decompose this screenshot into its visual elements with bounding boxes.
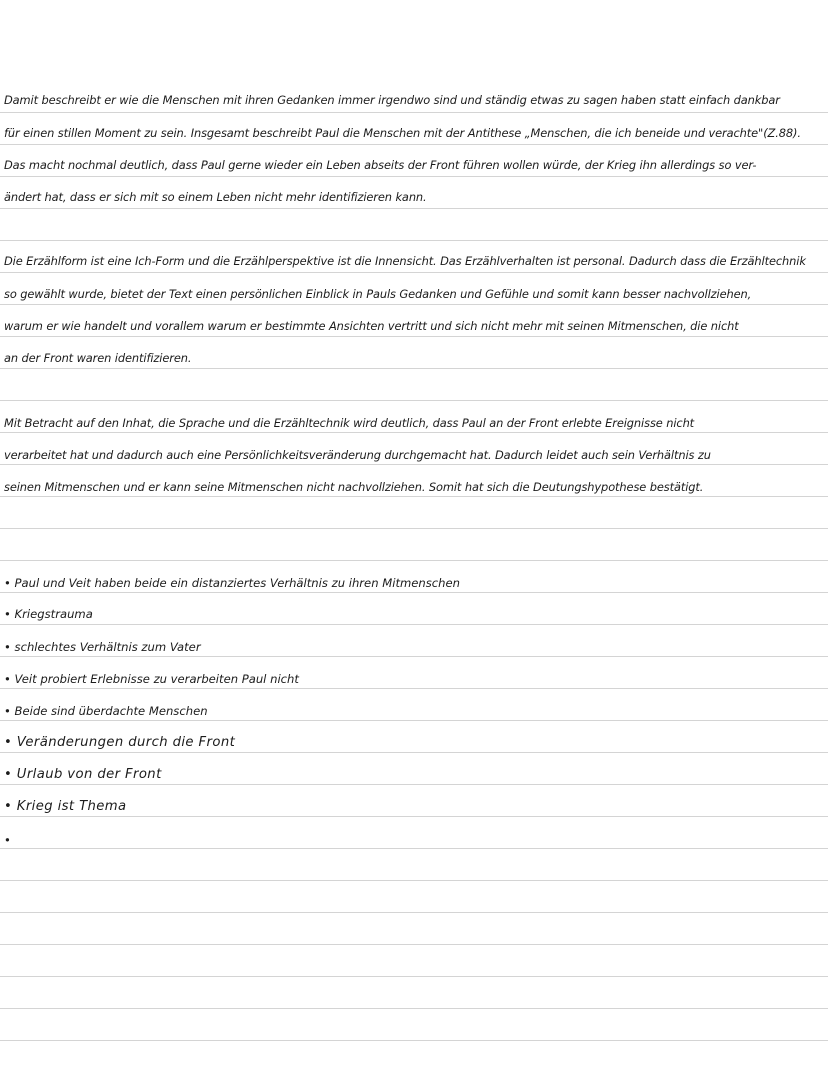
ruled-line (0, 624, 828, 625)
bullet-item: • (4, 833, 11, 847)
ruled-line (0, 752, 828, 753)
bullet-item: • Paul und Veit haben beide ein distanziertes Verhältnis zu ihren Mitmenschen (4, 576, 461, 590)
ruled-line (0, 240, 828, 241)
paragraph-2-line: so gewählt wurde, bietet der Text einen persönlichen Einblick in Pauls Gedanken und Gefühle und somit kann besser nachvollziehen, (4, 287, 752, 301)
ruled-line (0, 496, 828, 497)
ruled-line (0, 112, 828, 113)
ruled-line (0, 368, 828, 369)
ruled-line (0, 432, 828, 433)
ruled-line (0, 720, 828, 721)
ruled-line (0, 336, 828, 337)
ruled-line (0, 688, 828, 689)
bullet-item: • Urlaub von der Front (4, 767, 162, 782)
bullet-item: • Krieg ist Thema (4, 799, 127, 814)
bullet-item: • Kriegstrauma (4, 607, 93, 621)
bullet-item: • Veit probiert Erlebnisse zu verarbeiten Paul nicht (4, 672, 299, 686)
ruled-line (0, 912, 828, 913)
ruled-line (0, 176, 828, 177)
paragraph-2-line: an der Front waren identifizieren. (4, 351, 192, 365)
paragraph-1-line: für einen stillen Moment zu sein. Insgesamt beschreibt Paul die Menschen mit der Antithese „Menschen, die ich beneide und verachte"(Z.88). (4, 126, 801, 140)
paragraph-3-line: verarbeitet hat und dadurch auch eine Persönlichkeitsveränderung durchgemacht hat. Dadurch leidet auch sein Verhältnis zu (4, 448, 711, 462)
ruled-line (0, 784, 828, 785)
ruled-line (0, 656, 828, 657)
bullet-item: • Veränderungen durch die Front (4, 735, 236, 750)
ruled-line (0, 528, 828, 529)
paragraph-2-line: warum er wie handelt und vorallem warum er bestimmte Ansichten vertritt und sich nicht mehr mit seinen Mitmenschen, die nicht (4, 319, 739, 333)
paragraph-3-line: Mit Betracht auf den Inhat, die Sprache und die Erzähltechnik wird deutlich, dass Paul an der Front erlebte Ereignisse nicht (4, 416, 695, 430)
ruled-line (0, 816, 828, 817)
paragraph-1-line: ändert hat, dass er sich mit so einem Leben nicht mehr identifizieren kann. (4, 190, 427, 204)
ruled-line (0, 144, 828, 145)
paragraph-1-line: Damit beschreibt er wie die Menschen mit ihren Gedanken immer irgendwo sind und ständig etwas zu sagen haben statt einfach dankbar (4, 93, 780, 107)
ruled-line (0, 592, 828, 593)
ruled-line (0, 208, 828, 209)
bullet-item: • Beide sind überdachte Menschen (4, 704, 208, 718)
paragraph-3-line: seinen Mitmenschen und er kann seine Mitmenschen nicht nachvollziehen. Somit hat sich die Deutungshypothese bestätigt. (4, 480, 704, 494)
paragraph-2-line: Die Erzählform ist eine Ich-Form und die Erzählperspektive ist die Innensicht. Das Erzählverhalten ist personal. Dadurch dass die Erzähltechnik (4, 254, 806, 268)
ruled-line (0, 1040, 828, 1041)
paragraph-1-line: Das macht nochmal deutlich, dass Paul gerne wieder ein Leben abseits der Front führen wollen würde, der Krieg ihn allerdings so ver- (4, 158, 757, 172)
ruled-line (0, 400, 828, 401)
ruled-line (0, 880, 828, 881)
ruled-line (0, 272, 828, 273)
ruled-line (0, 304, 828, 305)
ruled-line (0, 464, 828, 465)
ruled-line (0, 944, 828, 945)
ruled-line (0, 1008, 828, 1009)
ruled-line (0, 976, 828, 977)
ruled-line (0, 560, 828, 561)
bullet-item: • schlechtes Verhältnis zum Vater (4, 640, 201, 654)
